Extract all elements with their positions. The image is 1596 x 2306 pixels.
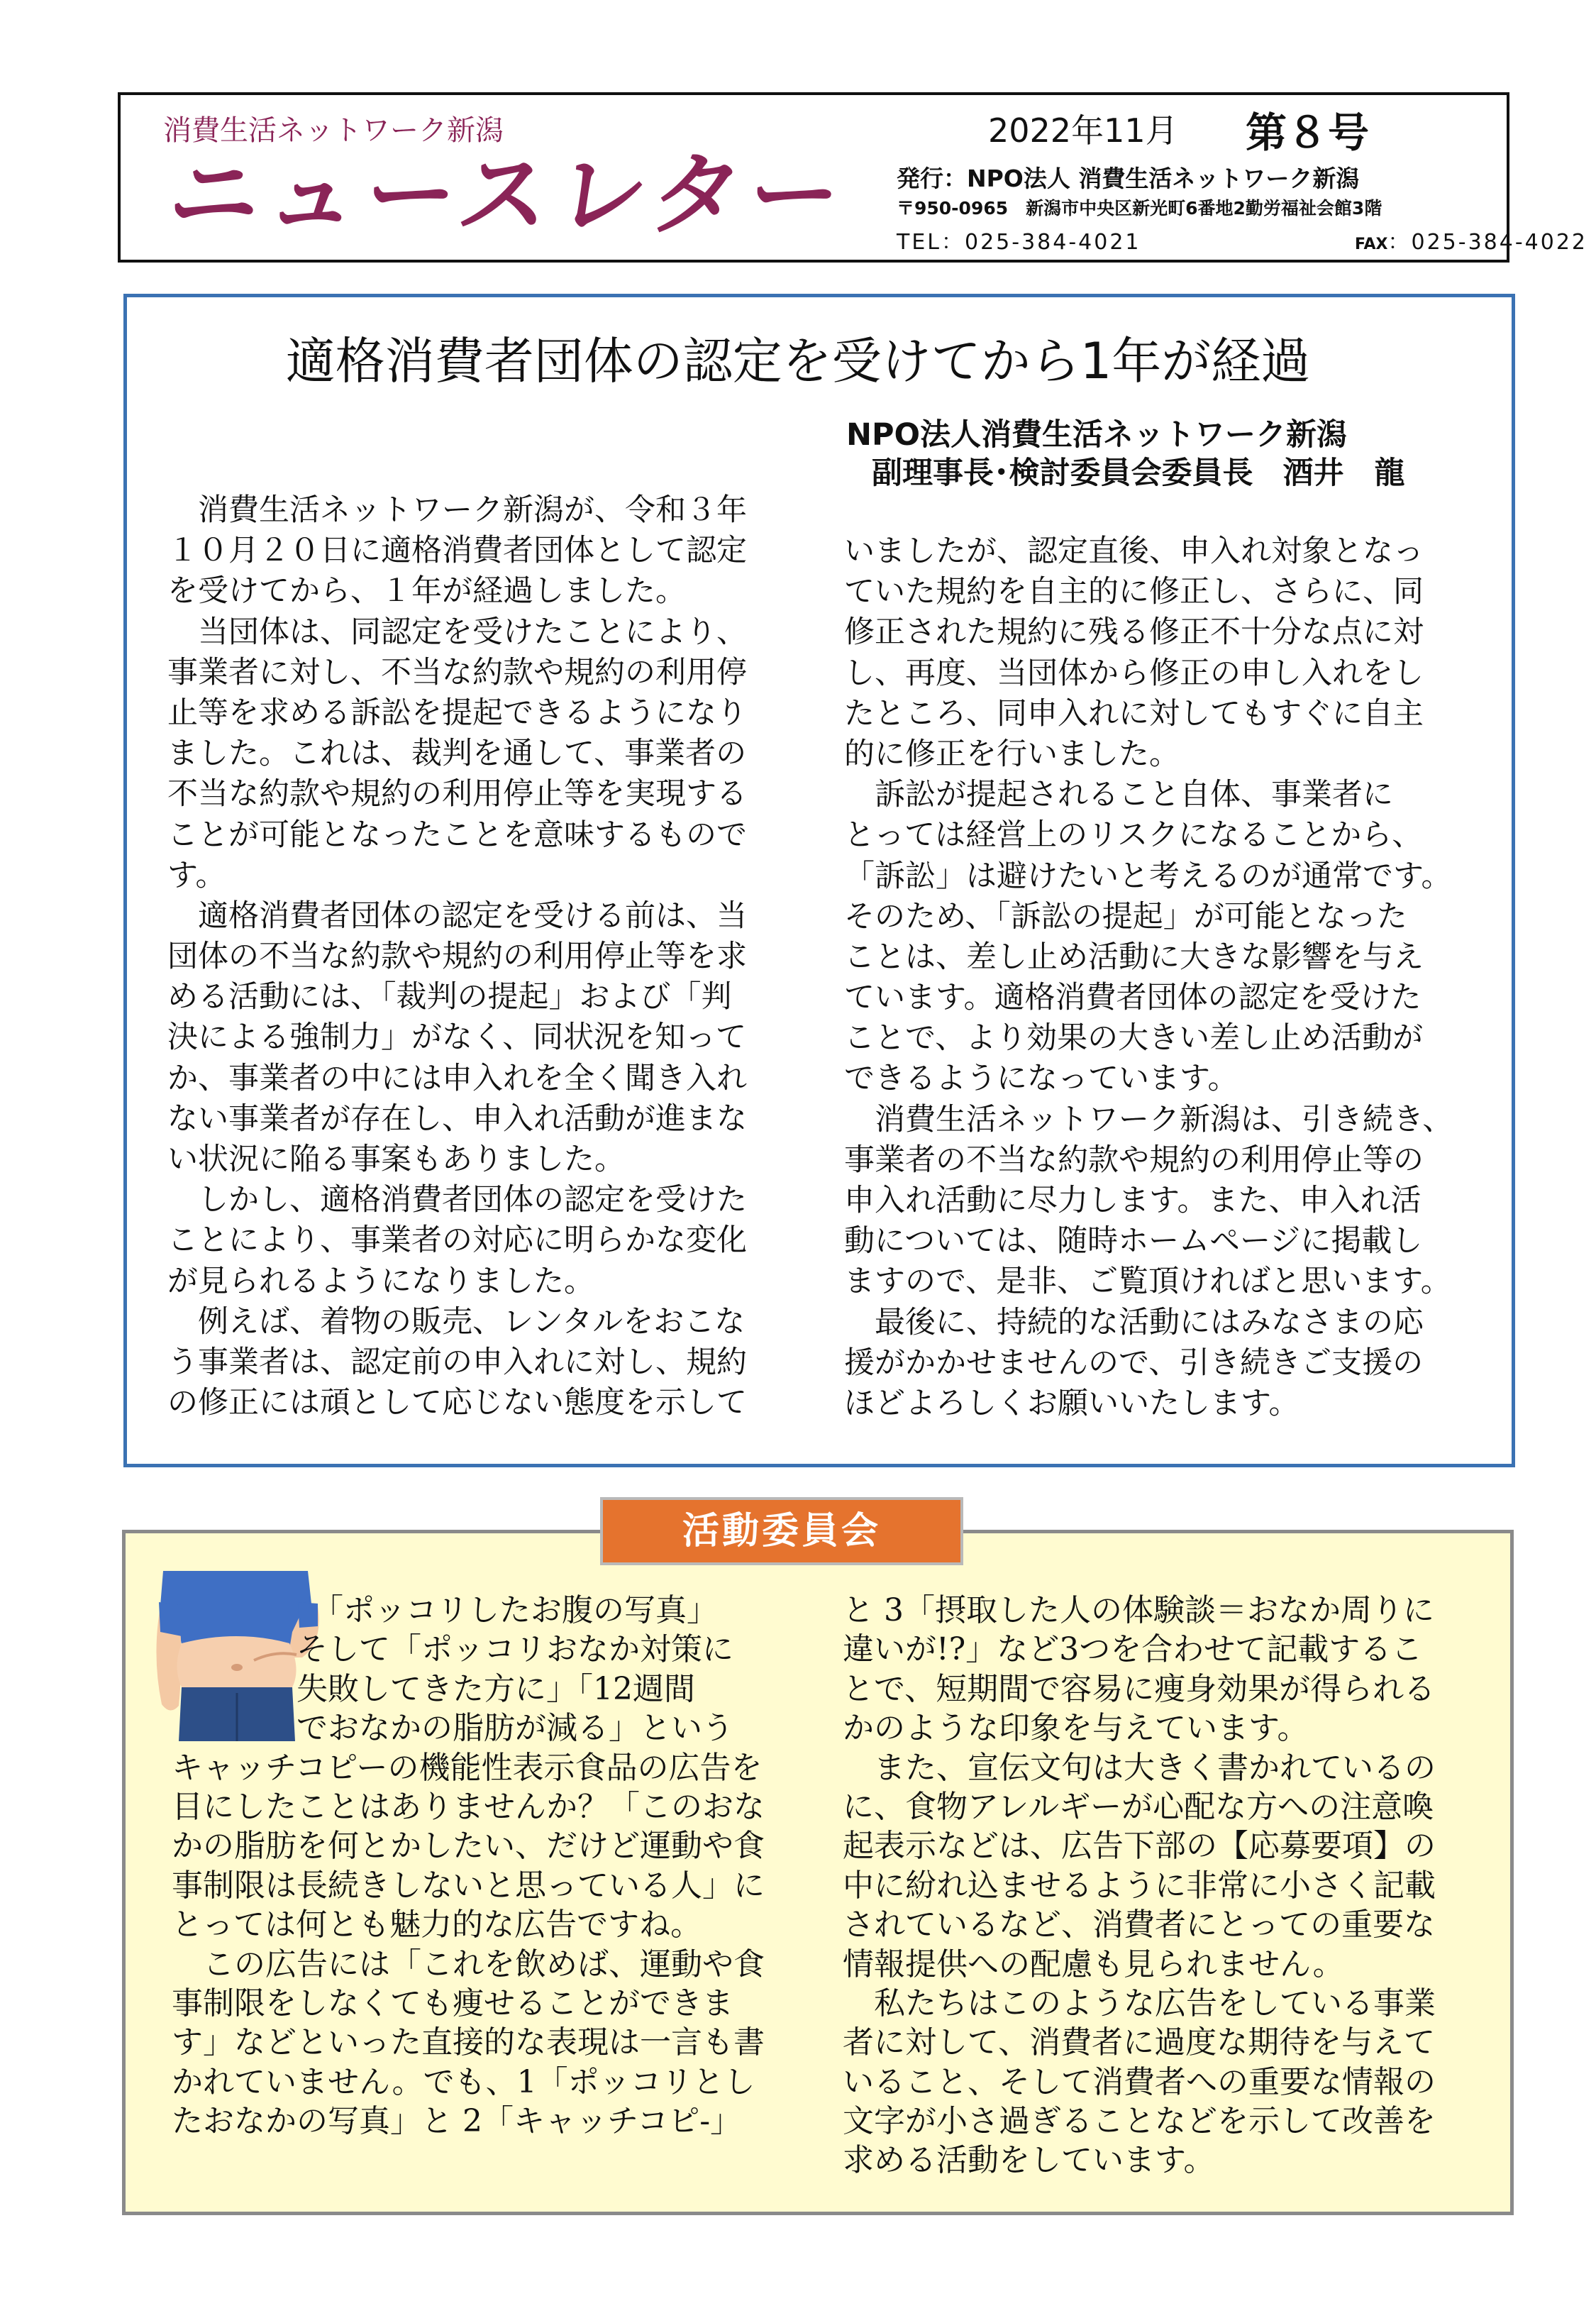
committee-column-left	[172, 1591, 765, 2141]
author-name: 酒井 龍	[1282, 456, 1405, 491]
author-organization: NPO法人消費生活ネットワーク新潟	[846, 417, 1348, 453]
text-line: ことで、より効果の大きい差し止め活動が	[844, 1020, 1424, 1057]
text-line: 訴訟が提起されること自体、事業者に	[844, 777, 1393, 813]
main-article	[123, 294, 1515, 1467]
text-line: ています。適格消費者団体の認定を受けた	[844, 980, 1422, 1016]
text-line: 中に紛れ込ませるように非常に小さく記載	[843, 1867, 1436, 1904]
text-line: し、再度、当団体から修正の申し入れをし	[844, 655, 1424, 691]
text-line: かのような印象を与えています。	[843, 1710, 1309, 1747]
text-line: キャッチコピーの機能性表示食品の広告を	[172, 1749, 763, 1786]
committee-column-right	[843, 1591, 1436, 2180]
text-line: 文字が小さ過ぎることなどを示して改善を	[843, 2103, 1436, 2140]
text-line: を受けてから、１年が経過しました。	[167, 573, 686, 609]
text-line: かの脂肪を何とかしたい、だけど運動や食	[172, 1828, 765, 1865]
text-line: 的に修正を行いました。	[844, 736, 1180, 772]
text-line: 「訴訟」は避けたいと考えるのが通常です。	[844, 858, 1452, 894]
text-line: か、事業者の中には申入れを全く聞き入れ	[167, 1060, 747, 1096]
text-line: が見られるようになりました。	[167, 1263, 594, 1299]
text-line: たところ、同申入れに対してもすぐに自主	[844, 695, 1424, 732]
text-line: す」などといった直接的な表現は一言も書	[172, 2024, 765, 2061]
author-byline	[872, 449, 1405, 492]
text-line: でおなかの脂肪が減る」という	[172, 1710, 733, 1747]
text-line: 援がかかせませんので、引き続きご支援の	[844, 1345, 1424, 1381]
text-line: とっては何とも魅力的な広告ですね。	[172, 1907, 702, 1943]
text-line: 不当な約款や規約の利用停止等を実現する	[167, 776, 747, 812]
text-line: 申入れ活動に尽力します。また、申入れ活	[844, 1183, 1422, 1218]
text-line: できるようになっています。	[844, 1061, 1238, 1097]
text-line: 起表示などは、広告下部の【応募要項】の	[843, 1828, 1436, 1865]
text-line: と 3「摂取した人の体験談＝おなか周りに	[843, 1592, 1434, 1628]
text-line: しかし、適格消費者団体の認定を受けた	[167, 1182, 747, 1218]
text-line: 消費生活ネットワーク新潟は、引き続き、	[844, 1101, 1453, 1137]
text-line: 修正された規約に残る修正不十分な点に対	[844, 614, 1424, 651]
text-line: 事業者に対し、不当な約款や規約の利用停	[167, 654, 747, 690]
org-name: 消費生活ネットワーク新潟	[163, 114, 504, 147]
text-line: 私たちはこのような広告をしている事業	[843, 1985, 1436, 2021]
text-line: 当団体は、同認定を受けたことにより、	[167, 614, 747, 650]
text-line: そして「ポッコリおなか対策に	[172, 1631, 733, 1668]
text-line: ことが可能となったことを意味するもので	[167, 817, 747, 853]
text-line: 例えば、着物の販売、レンタルをおこな	[167, 1303, 746, 1340]
author-role: 副理事長･検討委員会委員長	[872, 456, 1253, 491]
text-line: かれていません。でも、1「ポッコリとし	[172, 2063, 755, 2100]
text-line: 求める活動をしています。	[843, 2142, 1215, 2179]
text-line: ない事業者が存在し、申入れ活動が進まな	[167, 1100, 747, 1137]
article-title: 適格消費者団体の認定を受けてから1年が経過	[285, 332, 1311, 390]
text-line: う事業者は、認定前の申入れに対し、規約	[167, 1344, 747, 1380]
text-line: この広告には「これを飲めば、運動や食	[172, 1946, 765, 1982]
article-column-left	[167, 490, 806, 1423]
text-line: 決による強制力」がなく、同状況を知って	[167, 1020, 747, 1056]
fax-label: FAX	[1355, 236, 1388, 253]
masthead	[118, 92, 1588, 263]
text-line: す。	[167, 857, 226, 893]
text-line: たおなかの写真」と 2「キャッチコピ-」	[172, 2103, 742, 2140]
text-line: いましたが、認定直後、申入れ対象となっ	[844, 534, 1424, 569]
publisher: 発行：NPO法人 消費生活ネットワーク新潟	[897, 165, 1360, 192]
text-line: とっては経営上のリスクになることから、	[844, 817, 1423, 854]
text-line: いること、そして消費者への重要な情報の	[843, 2063, 1436, 2100]
text-line: 消費生活ネットワーク新潟が、令和３年	[167, 492, 747, 528]
text-line: 違いが!?」など3つを合わせて記載するこ	[843, 1631, 1423, 1668]
fax	[1355, 224, 1587, 255]
text-line: 事制限は長続きしないと思っている人」に	[172, 1867, 765, 1904]
issue-number: 第８号	[1246, 109, 1370, 157]
issue-date: 2022年11月	[988, 111, 1178, 150]
text-line: 事制限をしなくても痩せることができま	[172, 1985, 733, 2021]
text-line: ていた規約を自主的に修正し、さらに、同	[844, 574, 1424, 610]
address: 〒950-0965 新潟市中央区新光町6番地2勤労福祉会館3階	[897, 198, 1382, 219]
text-line: ますので、是非、ご覧頂ければと思います。	[844, 1264, 1451, 1300]
text-line: されているなど、消費者にとっての重要な	[843, 1907, 1436, 1943]
text-line: １０月２０日に適格消費者団体として認定	[167, 533, 747, 569]
text-line: ました。これは、裁判を通して、事業者の	[167, 736, 747, 772]
article-column-right	[844, 531, 1483, 1424]
committee-heading: 活動委員会	[600, 1497, 963, 1565]
text-line: 団体の不当な約款や規約の利用停止等を求	[167, 939, 747, 975]
text-line: 止等を求める訴訟を提起できるようになり	[167, 695, 747, 731]
text-line: ことにより、事業者の対応に明らかな変化	[167, 1223, 747, 1259]
text-line: ほどよろしくお願いいたします。	[844, 1385, 1299, 1421]
text-line: 動については、随時ホームページに掲載し	[844, 1223, 1423, 1259]
text-line: に、食物アレルギーが心配な方への注意喚	[843, 1788, 1434, 1825]
newsletter-title: ニュースレター	[162, 143, 855, 248]
tel: TEL：025-384-4021	[897, 230, 1141, 255]
text-line: の修正には頑として応じない態度を示して	[167, 1385, 747, 1421]
text-line: また、宣伝文句は大きく書かれているの	[843, 1749, 1436, 1786]
fax-number: ：025-384-4022	[1387, 230, 1588, 255]
text-line: 失敗してきた方に」「12週間	[172, 1670, 695, 1707]
text-line: 事業者の不当な約款や規約の利用停止等の	[844, 1142, 1424, 1178]
text-line: 者に対して、消費者に過度な期待を与えて	[843, 2024, 1436, 2061]
text-line: そのため、「訴訟の提起」が可能となった	[844, 898, 1407, 934]
text-line: とで、短期間で容易に痩身効果が得られる	[843, 1670, 1436, 1707]
text-line: 情報提供への配慮も見られません。	[843, 1946, 1344, 1982]
text-line: い状況に陥る事案もありました。	[167, 1142, 625, 1177]
text-line: 目にしたことはありませんか？「このおな	[172, 1788, 765, 1825]
text-line: 「ポッコリしたお腹の写真」	[172, 1592, 718, 1628]
text-line: める活動には、「裁判の提起」および「判	[167, 979, 732, 1015]
text-line: 適格消費者団体の認定を受ける前は、当	[167, 898, 747, 934]
text-line: 最後に、持続的な活動にはみなさまの応	[844, 1304, 1424, 1340]
text-line: ことは、差し止め活動に大きな影響を与え	[844, 939, 1424, 975]
